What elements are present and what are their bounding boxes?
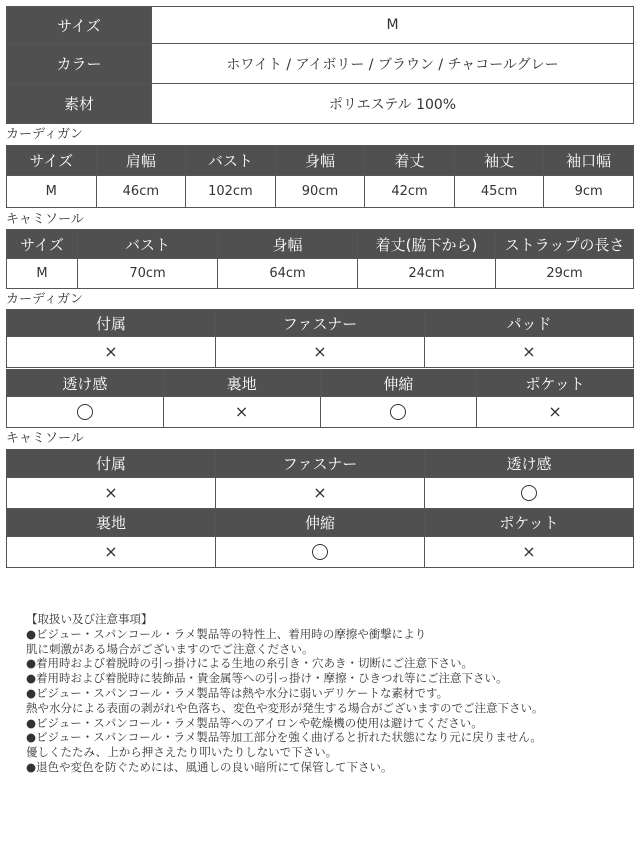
cardigan-features-table-1 [6,309,634,368]
cardigan-size-value: 46cm [96,176,186,208]
cardigan-feature-header: ファスナー [216,310,425,337]
camisole-size-value: 64cm [218,259,358,289]
camisole-size-header: 身幅 [218,230,358,259]
cardigan-size-value: 45cm [454,176,544,208]
camisole-size-value: M [7,259,78,289]
camisole-feature-header: 裏地 [7,509,216,537]
cardigan-feature-value [320,397,477,428]
cardigan-feature-value [425,337,634,368]
camisole-feature-value [7,537,216,568]
cardigan-feature-header: 付属 [7,310,216,337]
cardigan-size-header: 肩幅 [96,146,186,176]
spec-label-color: カラー [7,44,152,84]
care-notes-title: 【取扱い及び注意事項】 [26,612,153,626]
cross-mark-icon: × [522,541,536,561]
cardigan-size-header: 着丈 [365,146,455,176]
camisole-size-header: ストラップの長さ [496,230,634,259]
spec-value-size: M [152,7,634,44]
camisole-size-value: 24cm [358,259,496,289]
spec-label-material: 素材 [7,84,152,124]
cross-mark-icon: × [313,341,327,361]
spec-label-size: サイズ [7,7,152,44]
cardigan-feature-value [477,397,634,428]
care-note-line: 優しくたたみ、上から押さえたり叩いたりしないで下さい。 [26,745,338,760]
cross-mark-icon: × [548,401,562,421]
care-note-line: ●着用時および着脱時に装飾品・貴金属等への引っ掛け・摩擦・ひきつれ等にご注意下さい。 [26,671,508,686]
cardigan-feature-value [7,397,164,428]
circle-mark-icon [77,404,93,420]
cardigan-size-value: 42cm [365,176,455,208]
camisole-feature-value [425,478,634,509]
cardigan-feature-value [7,337,216,368]
camisole-features-section-label: キャミソール [6,431,84,446]
care-note-line: ●ビジュー・スパンコール・ラメ製品等加工部分を強く曲げると折れた状態になり元に戻りません。 [26,730,542,745]
circle-mark-icon [521,485,537,501]
care-note-line: 熱や水分による表面の剥がれや色落ち、変色や変形が発生する場合がございますのでご注意下さい。 [26,700,544,715]
camisole-feature-value [216,478,425,509]
camisole-feature-header: 透け感 [425,450,634,478]
cardigan-size-table [6,145,634,208]
cardigan-features-section-label: カーディガン [6,292,83,307]
cardigan-feature-header: 裏地 [163,370,320,397]
cardigan-size-value: M [7,176,97,208]
cross-mark-icon: × [104,341,118,361]
cardigan-features-table-2 [6,369,634,428]
cross-mark-icon: × [522,341,536,361]
cardigan-size-value: 90cm [275,176,365,208]
spec-table [6,6,634,124]
camisole-size-table [6,229,634,289]
care-notes [26,612,626,775]
cardigan-feature-header: パッド [425,310,634,337]
camisole-size-header: 着丈(脇下から) [358,230,496,259]
cardigan-size-header: サイズ [7,146,97,176]
cardigan-size-header: 身幅 [275,146,365,176]
camisole-size-section-label: キャミソール [6,212,84,227]
care-note-line: ●ビジュー・スパンコール・ラメ製品等へのアイロンや乾燥機の使用は避けてください。 [26,715,483,730]
cross-mark-icon: × [104,541,118,561]
cardigan-size-header: バスト [186,146,276,176]
cross-mark-icon: × [234,401,249,421]
circle-mark-icon [312,544,328,560]
camisole-features-table-1 [6,449,634,568]
cardigan-size-header: 袖口幅 [544,146,634,176]
circle-mark-icon [390,404,406,420]
cardigan-size-value: 102cm [186,176,276,208]
care-note-line: ●退色や変色を防ぐためには、風通しの良い暗所にて保管して下さい。 [26,759,393,774]
cardigan-feature-value [216,337,425,368]
camisole-size-value: 29cm [496,259,634,289]
care-note-line: ●ビジュー・スパンコール・ラメ製品等の特性上、着用時の摩擦や衝撃により [26,626,427,641]
camisole-feature-value [216,537,425,568]
care-note-line: ●ビジュー・スパンコール・ラメ製品等は熱や水分に弱いデリケートな素材です。 [26,685,449,700]
spec-value-color: ホワイト / アイボリー / ブラウン / チャコールグレー [152,44,634,84]
cardigan-size-section-label: カーディガン [6,127,83,142]
camisole-size-header: サイズ [7,230,78,259]
camisole-feature-value [425,537,634,568]
care-note-line: 肌に刺激がある場合がございますのでご注意ください。 [26,641,314,656]
spec-value-material: ポリエステル 100% [152,84,634,124]
camisole-feature-header: ファスナー [216,450,425,478]
cardigan-size-header: 袖丈 [454,146,544,176]
camisole-feature-header: 伸縮 [216,509,425,537]
camisole-size-header: バスト [78,230,218,259]
cardigan-feature-header: ポケット [477,370,634,397]
camisole-feature-header: 付属 [7,450,216,478]
cardigan-feature-header: 伸縮 [320,370,477,397]
care-note-line: ●着用時および着脱時の引っ掛けによる生地の糸引き・穴あき・切断にご注意下さい。 [26,656,474,671]
cross-mark-icon: × [104,482,118,502]
camisole-size-value: 70cm [78,259,218,289]
cardigan-size-value: 9cm [544,176,634,208]
cross-mark-icon: × [313,482,327,502]
cardigan-feature-value [163,397,320,428]
camisole-feature-header: ポケット [425,509,634,537]
cardigan-feature-header: 透け感 [7,370,164,397]
camisole-feature-value [7,478,216,509]
